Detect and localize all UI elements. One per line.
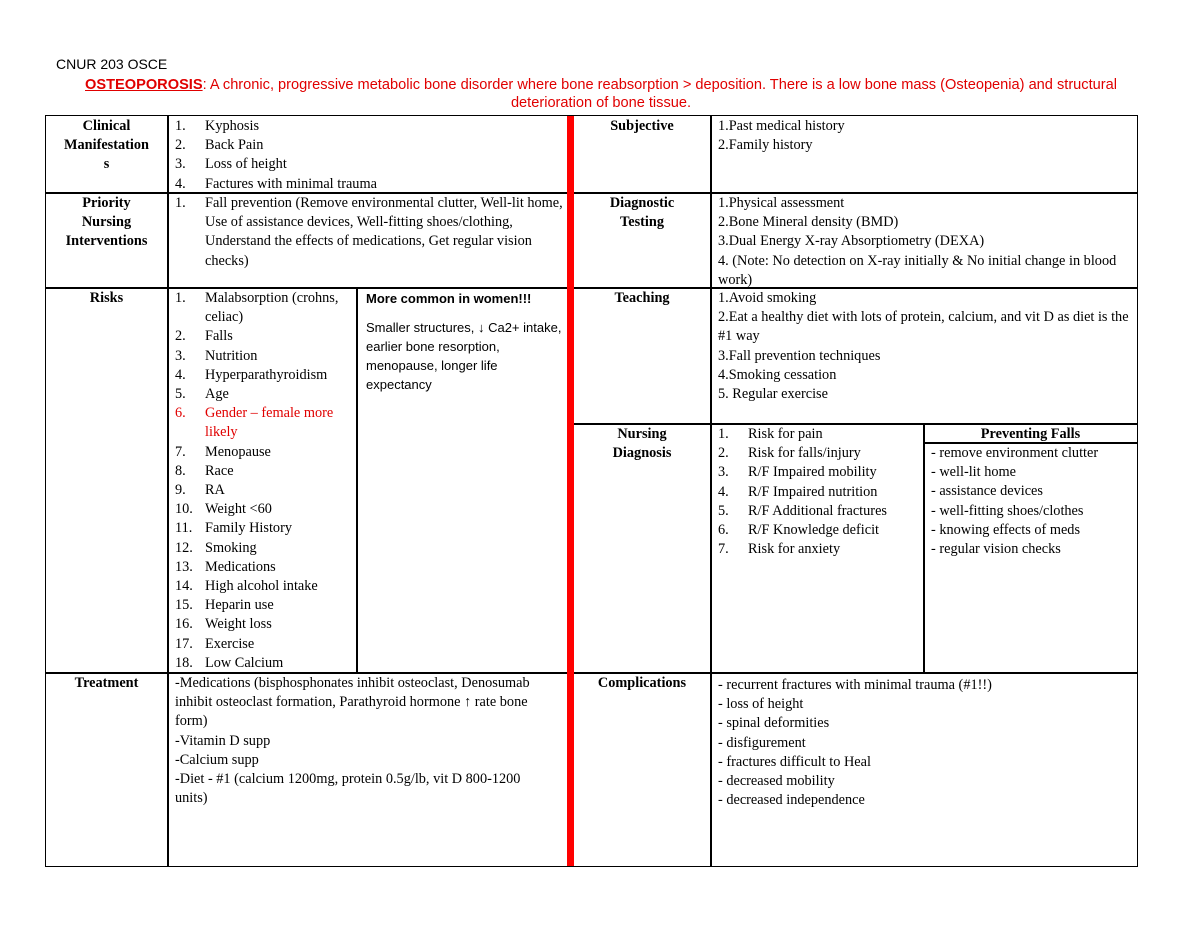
list-item: 2. Risk for falls/injury bbox=[718, 445, 861, 462]
right-col-divider bbox=[710, 115, 712, 867]
risks-label: Risks bbox=[89, 290, 124, 306]
list-item: 7. Risk for anxiety bbox=[718, 541, 841, 558]
preventing-falls-list: - remove environment clutter - well-lit home - assistance devices - well-fitting shoes/clothes - knowing effects of meds - regular vision checks bbox=[931, 445, 1099, 558]
risk-item: 15. Heparin use bbox=[175, 597, 274, 614]
women-heading: More common in women!!! bbox=[366, 291, 532, 306]
risk-item: 4. Hyperparathyroidism bbox=[175, 366, 328, 383]
nursing-dx-inner-divider bbox=[923, 423, 925, 673]
risk-item: 17. Exercise bbox=[175, 635, 255, 652]
risk-item: 18. Low Calcium bbox=[175, 654, 284, 671]
risk-item: 3. Nutrition bbox=[175, 347, 258, 364]
subjective-text: 1.Past medical history 2.Family history bbox=[718, 118, 845, 154]
list-item: 5. R/F Additional fractures bbox=[718, 502, 887, 519]
list-item: 4. R/F Impaired nutrition bbox=[718, 483, 878, 500]
list-item: 2. Back Pain bbox=[175, 137, 264, 154]
risk-item: 12. Smoking bbox=[175, 539, 257, 556]
intro-text: : A chronic, progressive metabolic bone disorder where bone reabsorption > deposition. There is a low bone mass (Osteopenia) and structural deterioration of bone tissue. bbox=[202, 77, 1117, 111]
course-title: CNUR 203 OSCE bbox=[56, 56, 168, 72]
risk-item: 10. Weight <60 bbox=[175, 501, 272, 518]
intro-keyword: OSTEOPOROSIS bbox=[85, 77, 203, 93]
risk-item: 11. Family History bbox=[175, 520, 292, 537]
complications-label: Complications bbox=[597, 675, 687, 691]
risk-item: 8. Race bbox=[175, 462, 234, 479]
risk-item: 2. Falls bbox=[175, 328, 233, 345]
nursing-dx-list bbox=[718, 425, 922, 559]
clinical-list bbox=[175, 117, 565, 194]
list-item: 3. R/F Impaired mobility bbox=[718, 464, 877, 481]
priority-list bbox=[175, 194, 565, 271]
subjective-label: Subjective bbox=[610, 118, 674, 134]
left-col-divider bbox=[167, 115, 169, 867]
list-item: 1. Risk for pain bbox=[718, 426, 823, 442]
risk-item: 1. Malabsorption (crohns, celiac) bbox=[175, 290, 339, 326]
risk-item: 13. Medications bbox=[175, 558, 276, 575]
risks-list bbox=[175, 289, 355, 673]
teaching-label: Teaching bbox=[614, 290, 670, 306]
diagnostic-text: 1.Physical assessment 2.Bone Mineral density (BMD) 3.Dual Energy X-ray Absorptiometry (DEXA) 4. (Note: No detection on X-ray initially & No initial change in blood work) bbox=[718, 195, 1117, 288]
risk-item: 16. Weight loss bbox=[175, 616, 272, 633]
risk-item: 14. High alcohol intake bbox=[175, 578, 318, 595]
women-text: Smaller structures, ↓ Ca2+ intake, earlier bone resorption, menopause, longer life expectancy bbox=[366, 320, 562, 392]
list-item: 1. Kyphosis bbox=[175, 118, 260, 134]
women-note bbox=[366, 289, 566, 394]
treatment-label: Treatment bbox=[74, 675, 139, 691]
list-item: 3. Loss of height bbox=[175, 156, 287, 173]
preventing-falls-heading: Preventing Falls bbox=[980, 426, 1081, 442]
intro-paragraph bbox=[60, 76, 1142, 112]
treatment-text: -Medications (bisphosphonates inhibit osteoclast, Denosumab inhibit osteoclast formation, Parathyroid hormone ↑ rate bone form) -Vitamin D supp -Calcium supp -Diet - #1 (calcium 1200mg, protein 0.5g/lb, vit D 800-1200 units) bbox=[175, 675, 530, 807]
priority-label: Priority Nursing Interventions bbox=[65, 195, 148, 250]
nursing-dx-label: Nursing Diagnosis bbox=[612, 426, 672, 462]
list-item: 1. Fall prevention (Remove environmental clutter, Well-lit home, Use of assistance devices, Well-fitting shoes/clothing, Understand the effects of medications, Get regular vision checks) bbox=[175, 195, 563, 269]
risk-item: 9. RA bbox=[175, 482, 225, 499]
list-item: 4. Factures with minimal trauma bbox=[175, 175, 377, 192]
risks-inner-divider bbox=[356, 287, 358, 672]
risk-item: 7. Menopause bbox=[175, 443, 271, 460]
list-item: 6. R/F Knowledge deficit bbox=[718, 522, 880, 539]
risk-item: 6. Gender – female more likely bbox=[175, 405, 334, 441]
complications-list: - recurrent fractures with minimal trauma (#1!!) - loss of height - spinal deformities - disfigurement - fractures difficult to Heal - decreased mobility - decreased independence bbox=[718, 677, 992, 809]
red-divider-bar bbox=[567, 116, 574, 866]
clinical-label: Clinical Manifestation s bbox=[64, 118, 149, 173]
teaching-text: 1.Avoid smoking 2.Eat a healthy diet with lots of protein, calcium, and vit D as diet is the #1 way 3.Fall prevention techniques 4.Smoking cessation 5. Regular exercise bbox=[718, 290, 1129, 403]
risk-item: 5. Age bbox=[175, 386, 229, 403]
diagnostic-label: Diagnostic Testing bbox=[609, 195, 675, 231]
